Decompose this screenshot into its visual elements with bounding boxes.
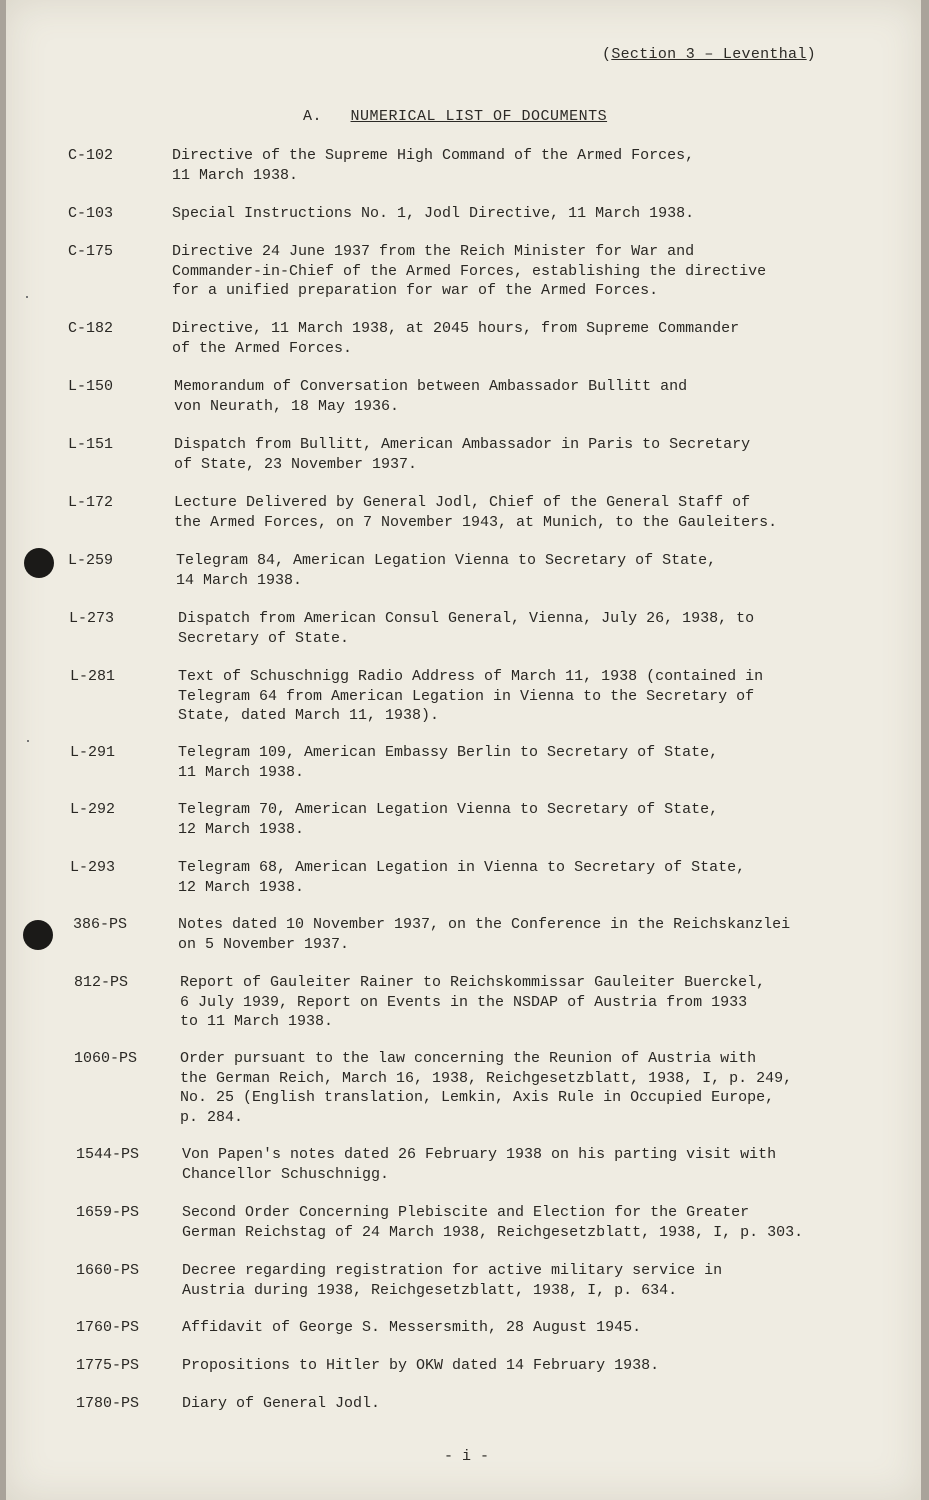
header-close: ) [806,46,816,63]
document-description [182,1261,882,1300]
page-title [303,108,607,125]
document-description [172,319,872,358]
document-id: L-292 [70,801,116,818]
document-description [182,1145,882,1184]
description-line: Von Papen's notes dated 26 February 1938 on his parting visit with [182,1146,777,1163]
description-line: Telegram 70, American Legation Vienna to Secretary of State, [178,801,719,818]
title-prefix: A. [303,108,323,125]
document-description [182,1318,882,1338]
document-id: L-259 [68,552,114,569]
document-id: C-175 [68,243,114,260]
document-description [172,146,872,185]
description-line: Telegram 68, American Legation in Vienna to Secretary of State, [178,859,746,876]
document-id: 1660-PS [76,1262,140,1279]
description-line: Diary of General Jodl. [182,1395,381,1412]
description-line: Order pursuant to the law concerning the Reunion of Austria with [180,1050,757,1067]
description-line: von Neurath, 18 May 1936. [174,397,400,415]
description-line: Special Instructions No. 1, Jodl Directive, 11 March 1938. [172,205,695,222]
document-description [172,204,872,224]
punch-hole [24,548,54,578]
document-description [174,493,874,532]
header-section: Section 3 – Leventhal [611,46,807,63]
description-line: the Armed Forces, on 7 November 1943, at Munich, to the Gauleiters. [174,513,778,531]
description-line: 12 March 1938. [178,820,305,838]
document-id: L-273 [69,610,115,627]
document-id: C-102 [68,147,114,164]
description-line: Directive, 11 March 1938, at 2045 hours, from Supreme Commander [172,320,740,337]
document-description [182,1203,882,1242]
document-description [178,800,878,839]
description-line: Telegram 64 from American Legation in Vienna to the Secretary of [178,687,755,705]
description-line: on 5 November 1937. [178,935,350,953]
speck [27,740,29,742]
description-line: 12 March 1938. [178,878,305,896]
description-line: 14 March 1938. [176,571,303,589]
document-id: C-103 [68,205,114,222]
document-id: 1760-PS [76,1319,140,1336]
description-line: Report of Gauleiter Rainer to Reichskommissar Gauleiter Buerckel, [180,974,766,991]
header-open: ( [602,46,612,63]
description-line: Chancellor Schuschnigg. [182,1165,390,1183]
description-line: Affidavit of George S. Messersmith, 28 August 1945. [182,1319,642,1336]
document-id: L-150 [68,378,114,395]
description-line: Propositions to Hitler by OKW dated 14 February 1938. [182,1357,660,1374]
document-id: L-151 [68,436,114,453]
description-line: Telegram 109, American Embassy Berlin to Secretary of State, [178,744,719,761]
document-description [178,915,878,954]
document-id: 1659-PS [76,1204,140,1221]
description-line: Secretary of State. [178,629,350,647]
document-description [180,1049,880,1127]
document-id: 812-PS [74,974,129,991]
description-line: for a unified preparation for war of the Armed Forces. [172,282,659,299]
speck [26,296,28,298]
description-line: of the Armed Forces. [172,339,353,357]
punch-hole [23,920,53,950]
description-line: Dispatch from Bullitt, American Ambassador in Paris to Secretary [174,436,751,453]
document-description [178,609,878,648]
document-description [174,435,874,474]
document-id: 1775-PS [76,1357,140,1374]
document-description [174,377,874,416]
description-line: Lecture Delivered by General Jodl, Chief of the General Staff of [174,494,751,511]
document-description [180,973,880,1032]
document-id: L-293 [70,859,116,876]
document-description [182,1356,882,1376]
section-header [602,46,816,63]
description-line: p. 284. [180,1108,244,1126]
description-line: Decree regarding registration for active military service in [182,1262,723,1279]
document-id: L-172 [68,494,114,511]
document-description [178,858,878,897]
document-id: C-182 [68,320,114,337]
description-line: Telegram 84, American Legation Vienna to Secretary of State, [176,552,717,569]
document-description [172,242,872,301]
document-description [176,551,876,590]
document-description [178,743,878,782]
description-line: of State, 23 November 1937. [174,455,418,473]
document-description [178,667,878,726]
description-line: 6 July 1939, Report on Events in the NSDAP of Austria from 1933 [180,993,748,1011]
description-line: the German Reich, March 16, 1938, Reichgesetzblatt, 1938, I, p. 249, [180,1069,793,1087]
description-line: 11 March 1938. [172,166,299,184]
document-id: L-291 [70,744,116,761]
description-line: Dispatch from American Consul General, Vienna, July 26, 1938, to [178,610,755,627]
page-number: - i - [444,1448,490,1465]
description-line: to 11 March 1938. [180,1013,334,1030]
description-line: German Reichstag of 24 March 1938, Reichgesetzblatt, 1938, I, p. 303. [182,1223,804,1241]
document-id: 386-PS [73,916,128,933]
description-line: State, dated March 11, 1938). [178,707,440,724]
description-line: Text of Schuschnigg Radio Address of March 11, 1938 (contained in [178,668,764,685]
document-id: 1060-PS [74,1050,138,1067]
description-line: Memorandum of Conversation between Ambassador Bullitt and [174,378,688,395]
document-page [6,0,921,1500]
document-id: 1780-PS [76,1395,140,1412]
description-line: Austria during 1938, Reichgesetzblatt, 1938, I, p. 634. [182,1281,678,1299]
document-id: 1544-PS [76,1146,140,1163]
description-line: No. 25 (English translation, Lemkin, Axis Rule in Occupied Europe, [180,1089,775,1106]
title-text: NUMERICAL LIST OF DOCUMENTS [350,108,608,125]
description-line: 11 March 1938. [178,763,305,781]
document-id: L-281 [70,668,116,685]
document-description [182,1394,882,1414]
description-line: Notes dated 10 November 1937, on the Conference in the Reichskanzlei [178,916,791,933]
description-line: Commander-in-Chief of the Armed Forces, establishing the directive [172,262,767,280]
description-line: Directive of the Supreme High Command of the Armed Forces, [172,147,695,164]
description-line: Second Order Concerning Plebiscite and Election for the Greater [182,1204,750,1221]
description-line: Directive 24 June 1937 from the Reich Minister for War and [172,243,695,260]
